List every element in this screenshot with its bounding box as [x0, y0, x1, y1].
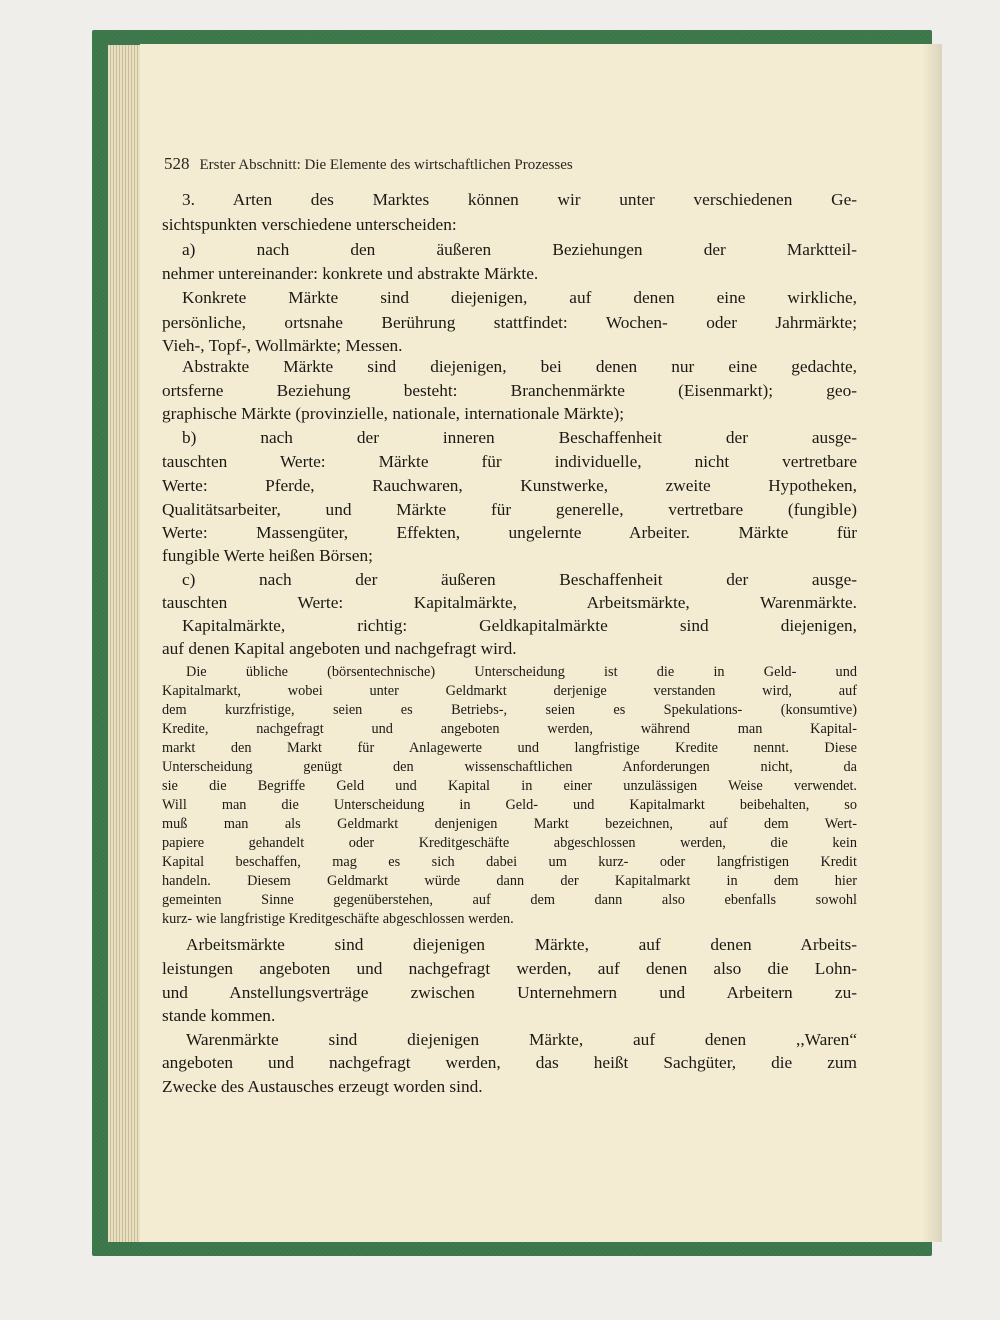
text-line: nehmer untereinander: konkrete und abstrakte Märkte. — [162, 264, 539, 283]
note-line: sie die Begriffe Geld und Kapital in einer unzulässigen Weise verwendet. — [162, 778, 857, 794]
note-line: Die übliche (börsentechnische) Unterscheidung ist die in Geld- und — [186, 664, 857, 680]
note-line: Kapitalmarkt, wobei unter Geldmarkt derjenige verstanden wird, auf — [162, 683, 857, 699]
text-line: fungible Werte heißen Börsen; — [162, 546, 373, 565]
text-line: Werte: Massengüter, Effekten, ungelernte Arbeiter. Märkte für — [162, 523, 857, 542]
text-line: tauschten Werte: Märkte für individuelle, nicht vertretbare — [162, 452, 857, 471]
page-gutter-shadow — [922, 44, 942, 1242]
text-line: a) nach den äußeren Beziehungen der Marktteil- — [182, 240, 857, 259]
text-line: 3. Arten des Marktes können wir unter verschiedenen Ge- — [182, 190, 857, 209]
page-number: 528 — [164, 154, 190, 173]
running-head — [164, 154, 573, 174]
note-line: markt den Markt für Anlagewerte und langfristige Kredite nennt. Diese — [162, 740, 857, 756]
note-line: handeln. Diesem Geldmarkt würde dann der Kapitalmarkt in dem hier — [162, 873, 857, 889]
text-line: persönliche, ortsnahe Berührung stattfindet: Wochen- oder Jahrmärkte; — [162, 313, 857, 332]
text-line: ortsferne Beziehung besteht: Branchenmärkte (Eisenmarkt); geo- — [162, 381, 857, 400]
note-line: gemeinten Sinne gegenüberstehen, auf dem dann also ebenfalls sowohl — [162, 892, 857, 908]
note-line: papiere gehandelt oder Kreditgeschäfte abgeschlossen werden, die kein — [162, 835, 857, 851]
note-line: kurz- wie langfristige Kreditgeschäfte abgeschlossen werden. — [162, 911, 514, 927]
note-line: Unterscheidung genügt den wissenschaftlichen Anforderungen nicht, da — [162, 759, 857, 775]
note-line: Kapital beschaffen, mag es sich dabei um kurz- oder langfristigen Kredit — [162, 854, 857, 870]
text-line: stande kommen. — [162, 1006, 276, 1025]
text-line: Qualitätsarbeiter, und Märkte für generelle, vertretbare (fungible) — [162, 500, 857, 519]
text-line: Werte: Pferde, Rauchwaren, Kunstwerke, zweite Hypotheken, — [162, 476, 857, 495]
text-line: Warenmärkte sind diejenigen Märkte, auf denen ,,Waren“ — [186, 1030, 857, 1049]
note-line: muß man als Geldmarkt denjenigen Markt bezeichnen, auf dem Wert- — [162, 816, 857, 832]
text-line: Zwecke des Austausches erzeugt worden sind. — [162, 1077, 483, 1096]
note-line: Kredite, nachgefragt und angeboten werden, während man Kapital- — [162, 721, 857, 737]
text-line: c) nach der äußeren Beschaffenheit der ausge- — [182, 570, 857, 589]
running-head-title: Erster Abschnitt: Die Elemente des wirtschaftlichen Prozesses — [199, 157, 573, 173]
text-line: graphische Märkte (provinzielle, nationale, internationale Märkte); — [162, 404, 625, 423]
text-line: Arbeitsmärkte sind diejenigen Märkte, auf denen Arbeits- — [186, 935, 857, 954]
text-line: angeboten und nachgefragt werden, das heißt Sachgüter, die zum — [162, 1053, 857, 1072]
text-line: Kapitalmärkte, richtig: Geldkapitalmärkte sind diejenigen, — [182, 616, 857, 635]
text-line: Vieh-, Topf-, Wollmärkte; Messen. — [162, 336, 403, 355]
text-line: und Anstellungsverträge zwischen Unternehmern und Arbeitern zu- — [162, 983, 857, 1002]
text-line: sichtspunkten verschiedene unterscheiden: — [162, 215, 457, 234]
text-line: Abstrakte Märkte sind diejenigen, bei denen nur eine gedachte, — [182, 357, 857, 376]
note-line: dem kurzfristige, seien es Betriebs-, seien es Spekulations- (konsumtive) — [162, 702, 857, 718]
text-line: auf denen Kapital angeboten und nachgefragt wird. — [162, 639, 517, 658]
text-line: Konkrete Märkte sind diejenigen, auf denen eine wirkliche, — [182, 288, 857, 307]
text-line: tauschten Werte: Kapitalmärkte, Arbeitsmärkte, Warenmärkte. — [162, 593, 857, 612]
text-line: b) nach der inneren Beschaffenheit der ausge- — [182, 428, 857, 447]
text-line: leistungen angeboten und nachgefragt werden, auf denen also die Lohn- — [162, 959, 857, 978]
note-line: Will man die Unterscheidung in Geld- und Kapitalmarkt beibehalten, so — [162, 797, 857, 813]
